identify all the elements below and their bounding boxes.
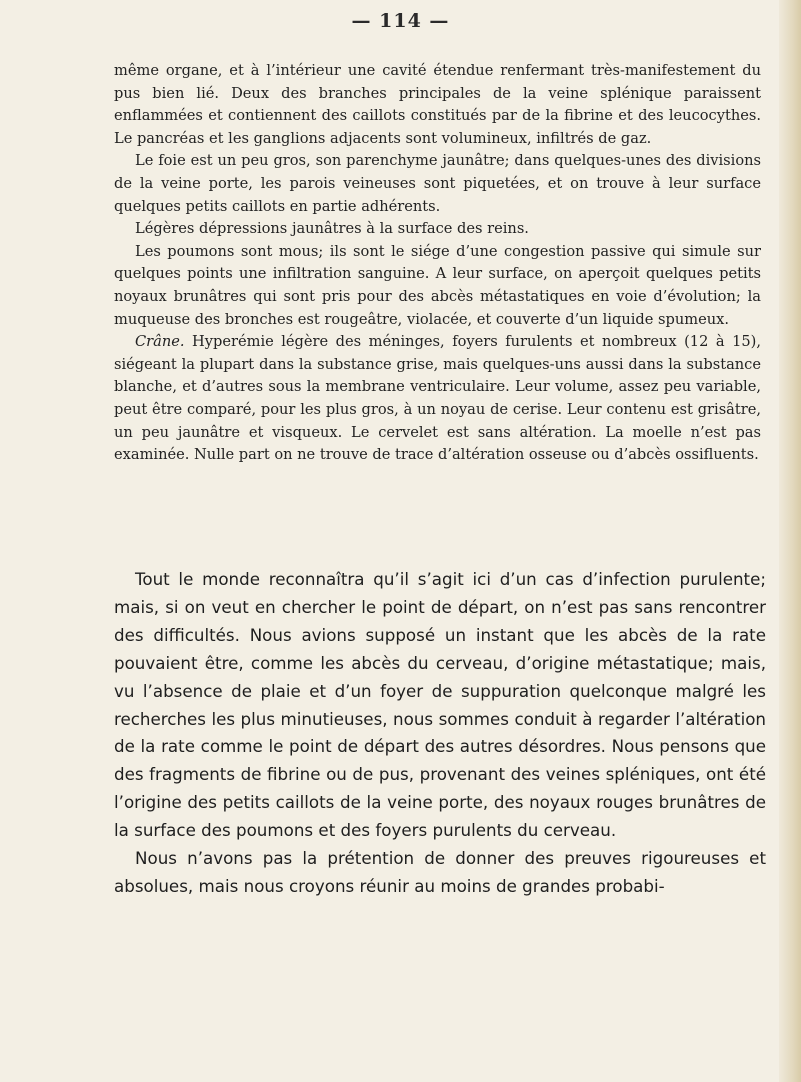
- discussion-text: [114, 566, 766, 901]
- page-number: — 114 —: [351, 10, 450, 32]
- case-report-text: [114, 60, 761, 467]
- paragraph-conclusion: Nous n’avons pas la prétention de donner des preuves rigoureuses et absolues, mais nous croyons réunir au moins de grandes probabi-: [114, 848, 766, 896]
- paragraph-liver: Le foie est un peu gros, son parenchyme jaunâtre; dans quelques-unes des divisions de la veine porte, les parois veineuses sont piquetées, et on trouve à leur surface quelques petits caillots en partie adhérents.: [114, 152, 761, 215]
- skull-label: Crâne.: [135, 333, 185, 351]
- paragraph-discussion: Tout le monde reconnaîtra qu’il s’agit ici d’un cas d’infection purulente; mais, si on veut en chercher le point de départ, on n’est pas sans rencontrer des difficultés. Nous avions supposé un instant que les abcès de la rate pouvaient être, comme les abcès du cerveau, d’origine métastatique; mais, vu l’absence de plaie et d’un foyer de suppuration quelconque malgré les recherches les plus minutieuses, nous sommes conduit à regarder l’altération de la rate comme le point de départ des autres désordres. Nous pensons que des fragments de fibrine ou de pus, provenant des veines spléniques, ont été l’origine des petits caillots de la veine porte, des noyaux rouges brunâtres de la surface des poumons et des foyers purulents du cerveau.: [114, 569, 766, 841]
- paragraph-spleen: même organe, et à l’intérieur une cavité étendue renfermant très-manifestement du pus bien lié. Deux des branches principales de la veine splénique paraissent enflammées et contiennent des caillots constitués par de la fibrine et des leucocythes. Le pancréas et les ganglions adjacents sont volumineux, infiltrés de gaz.: [114, 62, 761, 147]
- skull-text: Hyperémie légère des méninges, foyers furulents et nombreux (12 à 15), siégeant la plupart dans la substance grise, mais quelques-uns aussi dans la substance blanche, et d’autres sous la membrane ventriculaire. Leur volume, assez peu variable, peut être comparé, pour les plus gros, à un noyau de cerise. Leur contenu est grisâtre, un peu jaunâtre et visqueux. Le cervelet est sans altération. La moelle n’est pas examinée. Nulle part on ne trouve de trace d’altération osseuse ou d’abcès ossifluents.: [114, 333, 761, 464]
- paragraph-skull: [114, 331, 761, 467]
- page-edge-shadow: [779, 0, 801, 1082]
- paragraph-kidneys: Légères dépressions jaunâtres à la surface des reins.: [135, 220, 529, 238]
- paragraph-lungs: Les poumons sont mous; ils sont le siége d’une congestion passive qui simule sur quelques points une infiltration sanguine. A leur surface, on aperçoit quelques petits noyaux brunâtres qui sont pris pour des abcès métastatiques en voie d’évolution; la muqueuse des bronches est rougeâtre, violacée, et couverte d’un liquide spumeux.: [114, 242, 761, 328]
